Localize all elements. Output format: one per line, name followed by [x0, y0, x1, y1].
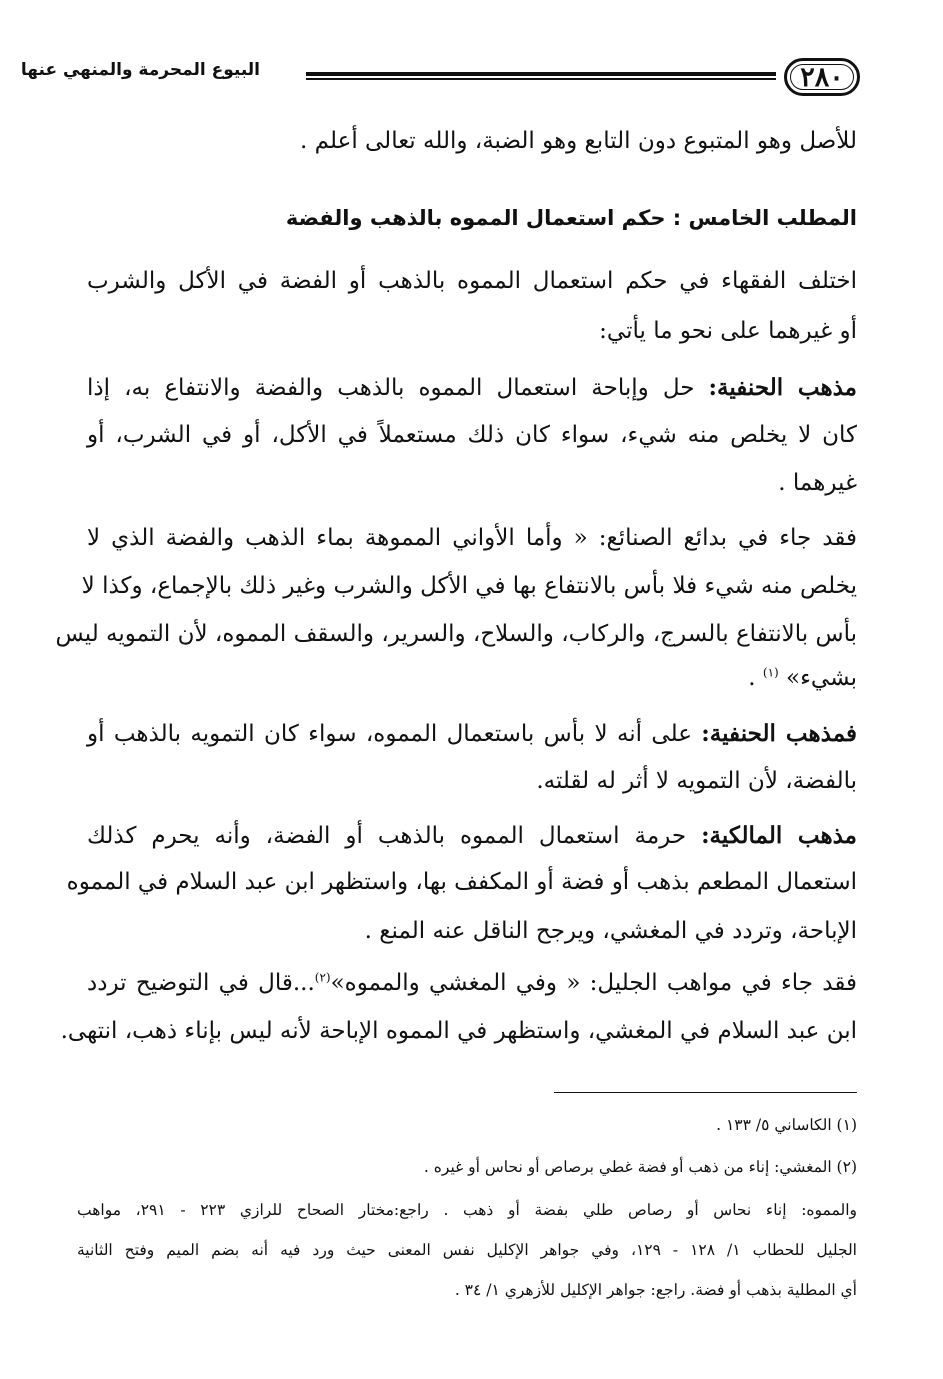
footnote-separator: [554, 1092, 857, 1093]
running-header: [20, 58, 860, 100]
paragraph-line: [87, 970, 857, 998]
footnote-2-continued: والمموه: إناء نحاس أو رصاص طلي بفضة أو ذهب . راجع:مختار الصحاح للرازي ٢٢٣ - ٢٩١، مواهب: [77, 1201, 857, 1219]
paragraph-line: يخلص منه شيء فلا بأس بالانتفاع بها في الأكل والشرب وغير ذلك بالإجماع، وكذا لا: [81, 573, 857, 599]
footnote-2-continued: الجليل للحطاب ١/ ١٢٨ - ١٢٩، وفي جواهر الإكليل نفس المعنى حيث ورد فيه أنه بضم الميم وفتح الثانية: [77, 1241, 857, 1259]
section-heading: المطلب الخامس : حكم استعمال المموه بالذهب والفضة: [285, 206, 857, 230]
paragraph-line: للأصل وهو المتبوع دون التابع وهو الضبة، والله تعالى أعلم .: [300, 128, 857, 154]
footnote-2: (٢) المغشي: إناء من ذهب أو فضة غطي برصاص أو نحاس أو غيره .: [423, 1158, 857, 1176]
paragraph-line: [87, 822, 857, 851]
paragraph-line: كان لا يخلص منه شيء، سواء كان ذلك مستعملاً في الأكل، أو في الشرب، أو: [87, 422, 857, 448]
paragraph-line: [87, 720, 857, 749]
paragraph-line: الإباحة، وتردد في المغشي، ويرجح الناقل عنه المنع .: [364, 918, 857, 944]
paragraph-line: [87, 374, 857, 403]
paragraph-line: [87, 665, 857, 693]
paragraph-line: اختلف الفقهاء في حكم استعمال المموه بالذهب أو الفضة في الأكل والشرب: [87, 268, 857, 294]
paragraph-text: حرمة استعمال المموه بالذهب أو الفضة، وأنه يحرم كذلك: [87, 823, 687, 849]
paragraph-line: بأس بالانتفاع بالسرج، والركاب، والسلاح، والسرير، والسقف المموه، لأن التمويه ليس: [55, 621, 857, 647]
footnote-ref-2[interactable]: (٢): [314, 970, 331, 985]
footnote-1: (١) الكاساني ٥/ ١٣٣ .: [716, 1116, 857, 1134]
paragraph-text: على أنه لا بأس باستعمال المموه، سواء كان التمويه بالذهب أو: [87, 721, 692, 747]
school-label-hanafi: مذهب الحنفية:: [708, 374, 857, 401]
header-rule: [306, 72, 776, 80]
footnote-ref-1[interactable]: (١): [762, 665, 779, 680]
paragraph-line: استعمال المطعم بذهب أو فضة أو المكفف بها، واستظهر ابن عبد السلام في المموه: [66, 869, 857, 895]
paragraph-line: بالفضة، لأن التمويه لا أثر له لقلته.: [536, 768, 857, 794]
school-label-maliki: مذهب المالكية:: [701, 822, 857, 849]
paragraph-line: أو غيرهما على نحو ما يأتي:: [599, 318, 857, 344]
page-number: ٢٨٠: [800, 61, 844, 93]
quote-end: بشيء»: [786, 665, 857, 691]
footnote-2-continued: أي المطلية بذهب أو فضة. راجع: جواهر الإكليل للأزهري ١/ ٣٤ .: [454, 1281, 857, 1299]
paragraph-text: فقد جاء في مواهب الجليل: « وفي المغشي والمموه»: [330, 970, 857, 996]
paragraph-text: ...قال في التوضيح تردد: [87, 970, 315, 996]
period: .: [748, 665, 756, 691]
paragraph-text: حل وإباحة استعمال المموه بالذهب والفضة والانتفاع به، إذا: [87, 375, 695, 401]
school-label-hanafi-summary: فمذهب الحنفية:: [701, 720, 857, 747]
paragraph-line: غيرهما .: [778, 470, 857, 496]
paragraph-line: فقد جاء في بدائع الصنائع: « وأما الأواني المموهة بماء الذهب والفضة الذي لا: [87, 525, 857, 551]
paragraph-line: ابن عبد السلام في المغشي، واستظهر في المموه الإباحة لأنه ليس بإناء ذهب، انتهى.: [60, 1018, 857, 1044]
page-number-badge: [784, 58, 860, 96]
running-title: البيوع المحرمة والمنهي عنها: [20, 60, 260, 80]
